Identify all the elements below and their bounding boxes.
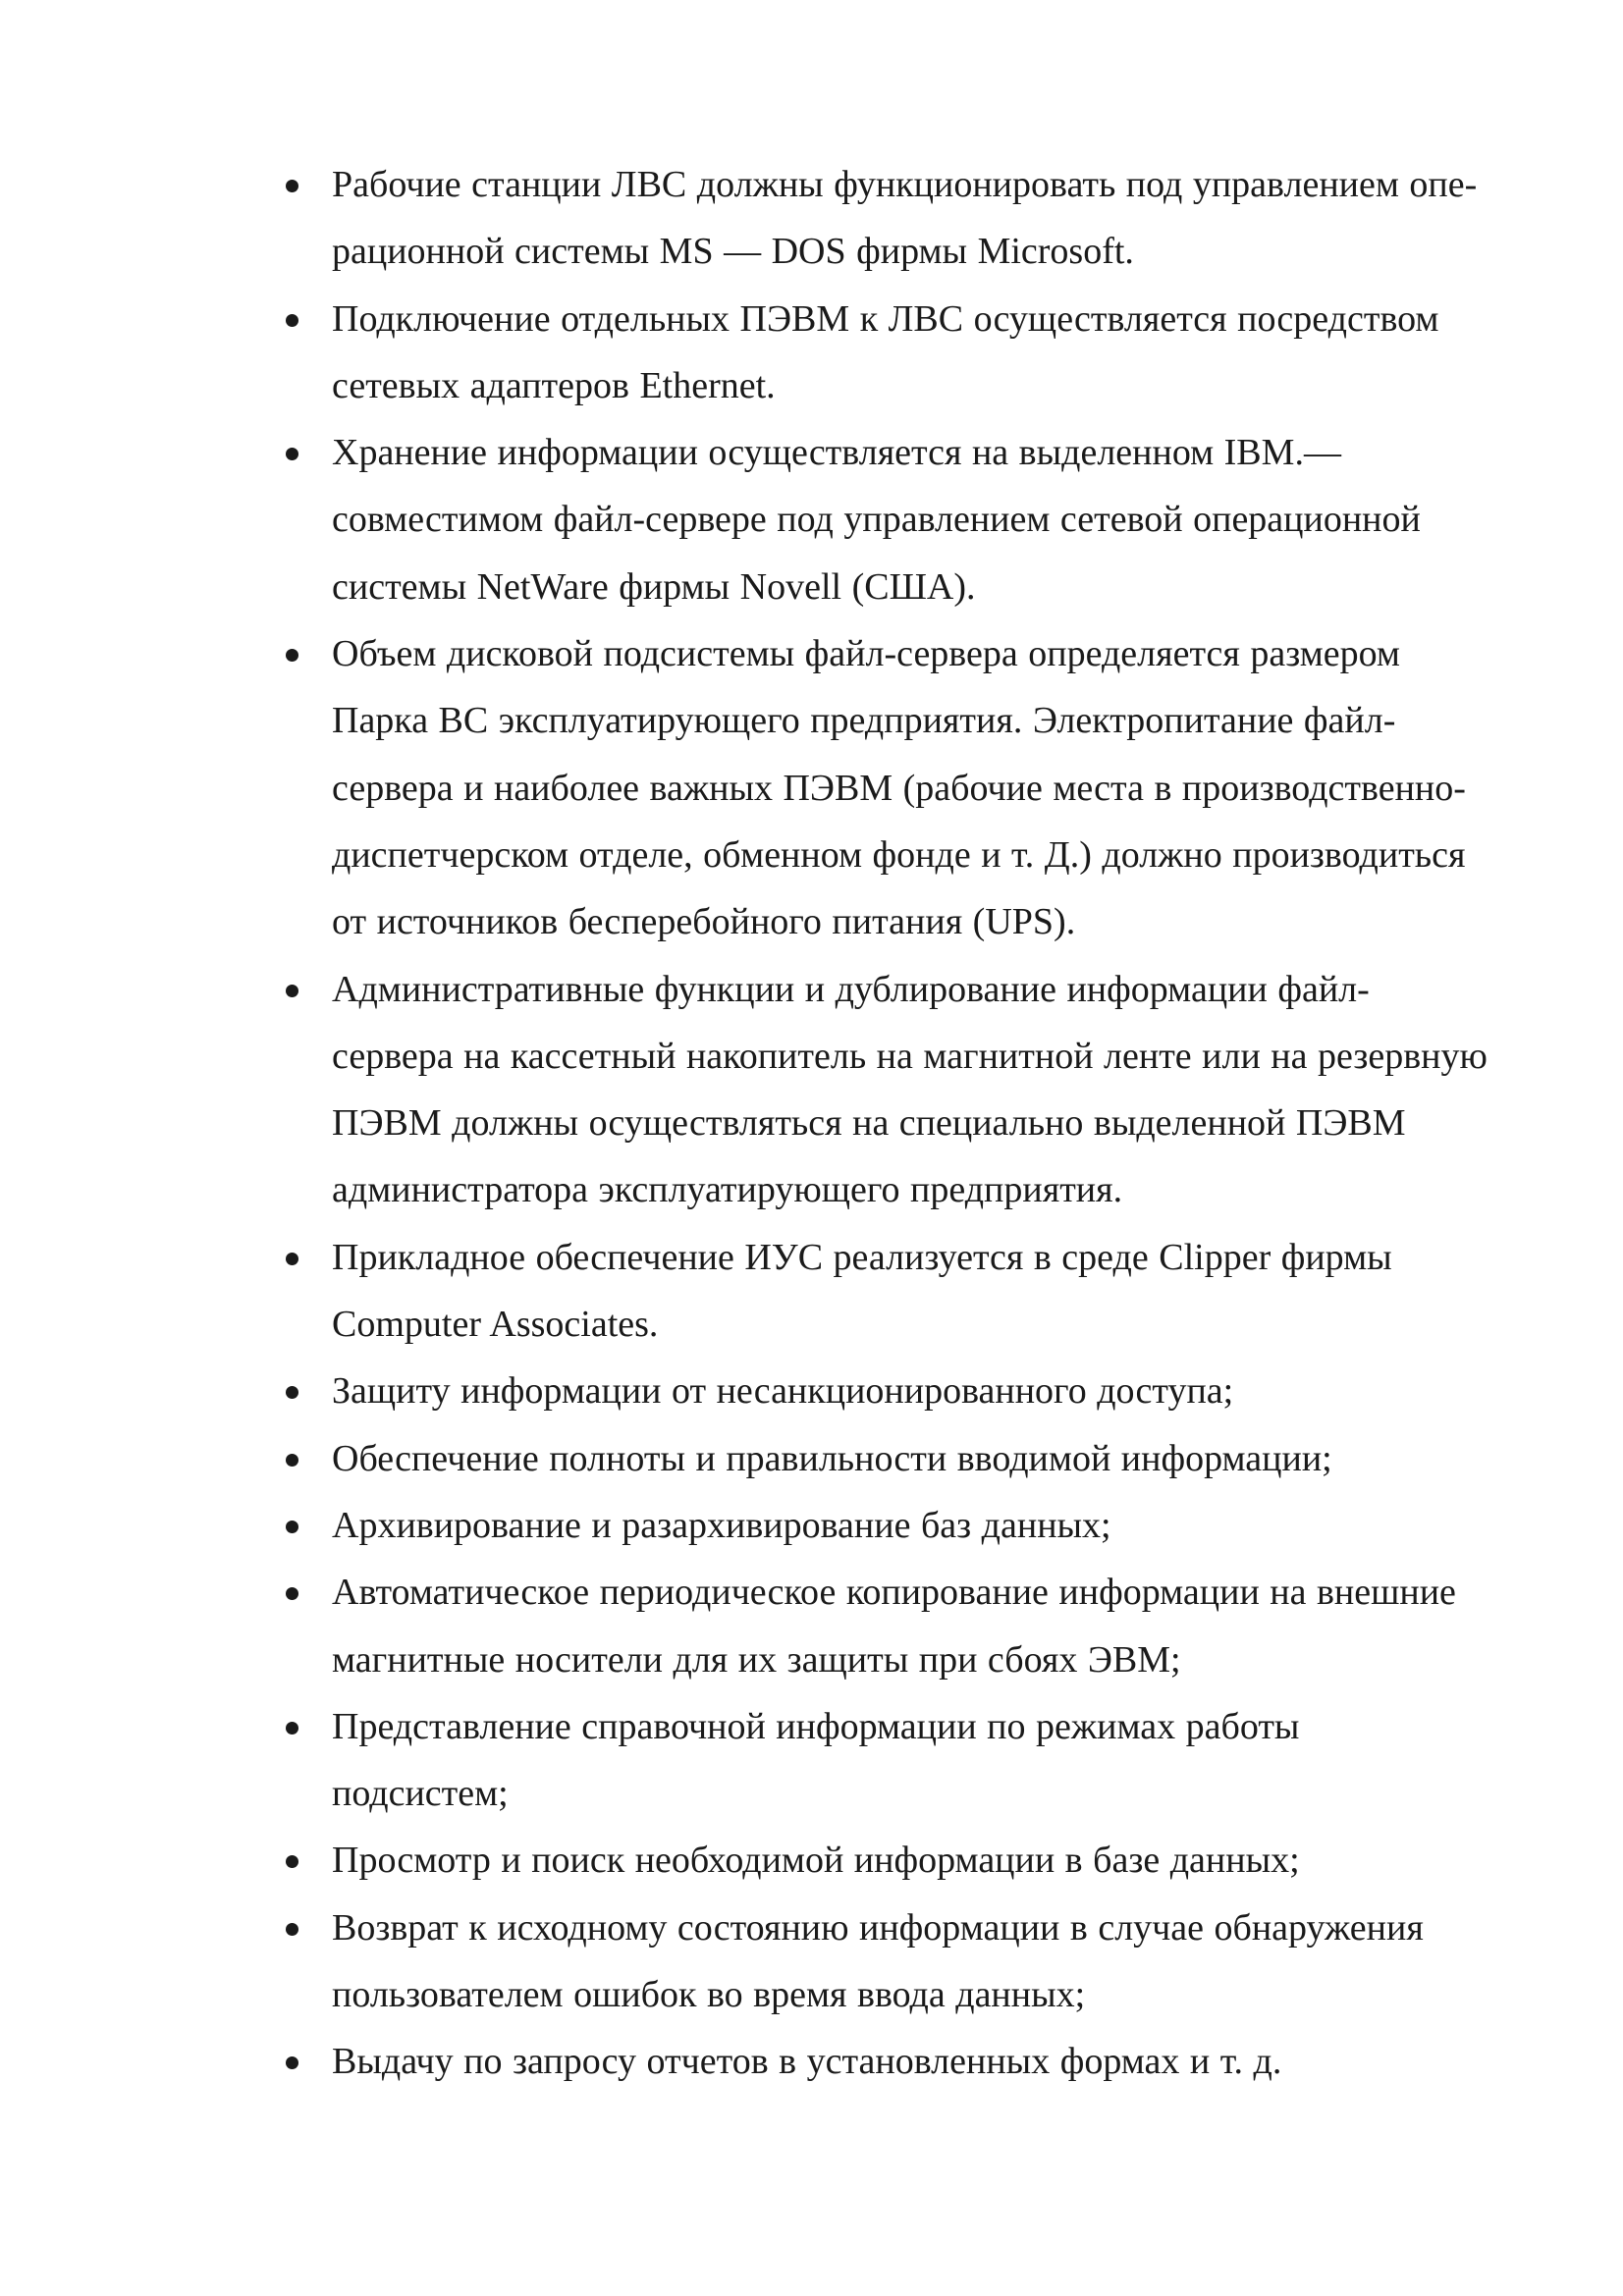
- bullet-icon: [286, 1587, 298, 1600]
- list-item-text-line: сетевых адаптеров Ethernet.: [332, 364, 776, 406]
- list-item-text-line: Автоматическое периодическое копирование информации на внешние: [332, 1572, 1456, 1614]
- list-item-text-line: диспетчерском отделе, обменном фонде и т. Д.) должно производиться: [332, 833, 1466, 876]
- list-item: [277, 2028, 1534, 2095]
- list-item: [277, 1693, 1534, 1828]
- bullet-icon: [286, 1386, 298, 1399]
- list-item-text-line: магнитные носители для их защиты при сбоях ЭВМ;: [332, 1638, 1181, 1681]
- bullet-icon: [286, 1923, 298, 1936]
- list-item-text-line: администратора эксплуатирующего предприятия.: [332, 1169, 1123, 1211]
- list-item-text-line: Архивирование и разархивирование баз данных;: [332, 1504, 1111, 1546]
- list-item-text-line: от источников бесперебойного питания (UPS).: [332, 901, 1076, 943]
- list-item-text-line: Рабочие станции ЛВС должны функционировать под управлением опе-: [332, 164, 1478, 205]
- bullet-icon: [286, 1521, 298, 1533]
- list-item-text-line: подсистем;: [332, 1773, 509, 1815]
- list-item-text-line: Выдачу по запросу отчетов в установленных формах и т. д.: [332, 2041, 1282, 2083]
- list-item-text-line: сервера на кассетный накопитель на магнитной ленте или на резервную: [332, 1035, 1488, 1077]
- list-item: [277, 1827, 1534, 1894]
- list-item-text-line: Просмотр и поиск необходимой информации в базе данных;: [332, 1840, 1300, 1882]
- list-item-text-line: Защиту информации от несанкционированного доступа;: [332, 1370, 1234, 1413]
- list-item-text-line: Парка ВС эксплуатирующего предприятия. Электропитание файл-: [332, 700, 1396, 742]
- bullet-icon: [286, 1253, 298, 1265]
- bullet-icon: [286, 1855, 298, 1868]
- bullet-list: [277, 151, 1534, 2096]
- list-item: [277, 1425, 1534, 1492]
- list-item: [277, 1358, 1534, 1424]
- list-item-text-line: Хранение информации осуществляется на выделенном IBM.—: [332, 432, 1341, 474]
- list-item-text-line: ПЭВМ должны осуществляться на специально выделенной ПЭВМ: [332, 1102, 1406, 1145]
- bullet-icon: [286, 448, 298, 460]
- list-item-text-line: Возврат к исходному состоянию информации в случае обнаружения: [332, 1906, 1424, 1949]
- list-item-text-line: Computer Associates.: [332, 1304, 659, 1346]
- list-item: [277, 956, 1534, 1224]
- bullet-icon: [286, 180, 298, 192]
- list-item-text-line: Представление справочной информации по режимах работы: [332, 1705, 1300, 1747]
- bullet-icon: [286, 985, 298, 997]
- bullet-icon: [286, 2056, 298, 2069]
- list-item-text-line: Административные функции и дублирование информации файл-: [332, 968, 1370, 1010]
- bullet-icon: [286, 314, 298, 327]
- list-item: [277, 1492, 1534, 1559]
- list-item: [277, 1224, 1534, 1359]
- bullet-icon: [286, 649, 298, 662]
- list-item-text-line: Объем дисковой подсистемы файл-сервера определяется размером: [332, 633, 1400, 675]
- list-item-text-line: рационной системы MS — DOS фирмы Microsoft.: [332, 231, 1134, 273]
- list-item: [277, 286, 1534, 420]
- list-item: [277, 1895, 1534, 2029]
- list-item-text-line: Прикладное обеспечение ИУС реализуется в среде Clipper фирмы: [332, 1236, 1392, 1278]
- list-item: [277, 620, 1534, 955]
- list-item-text-line: сервера и наиболее важных ПЭВМ (рабочие места в производственно-: [332, 767, 1466, 809]
- list-item-text-line: пользователем ошибок во время ввода данных;: [332, 1974, 1086, 2016]
- bullet-icon: [286, 1722, 298, 1735]
- list-item-text-line: Подключение отдельных ПЭВМ к ЛВС осуществляется посредством: [332, 297, 1439, 340]
- list-item: [277, 1559, 1534, 1693]
- list-item-text-line: совместимом файл-сервере под управлением сетевой операционной: [332, 499, 1421, 541]
- list-item: [277, 419, 1534, 620]
- list-item-text-line: системы NetWare фирмы Novell (США).: [332, 565, 976, 608]
- list-item-text-line: Обеспечение полноты и правильности вводимой информации;: [332, 1437, 1332, 1479]
- bullet-icon: [286, 1454, 298, 1467]
- list-item: [277, 151, 1534, 286]
